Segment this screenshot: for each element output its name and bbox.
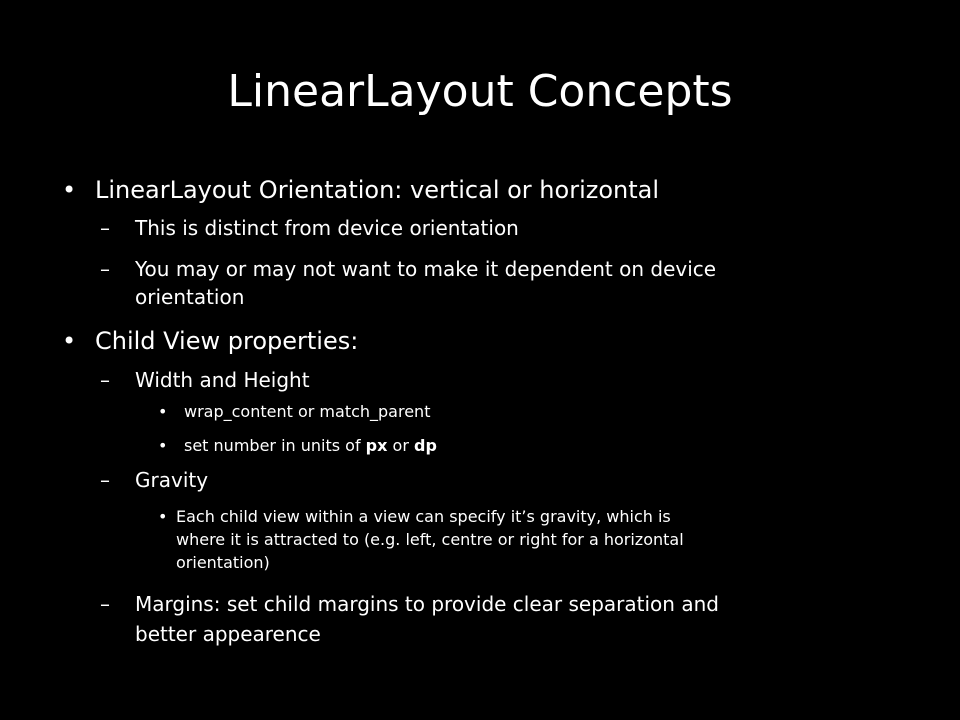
dash-marker: –: [100, 468, 110, 492]
item-set-number-text: set number in units of: [184, 436, 366, 455]
gravity-desc-line1: Each child view within a view can specify it’s gravity, which is: [176, 507, 671, 526]
sub-dependent-line1: You may or may not want to make it dependent on device: [135, 257, 717, 281]
sub-gravity: Gravity: [135, 468, 209, 492]
sub-distinct-orientation: This is distinct from device orientation: [135, 216, 519, 240]
dash-marker: –: [100, 592, 110, 616]
item-set-number-or: or: [387, 436, 414, 455]
unit-px: px: [365, 436, 388, 455]
unit-dp: dp: [414, 436, 437, 455]
bullet-marker: •: [62, 327, 77, 355]
slide-title: LinearLayout Concepts: [227, 66, 733, 117]
bullet-marker: •: [158, 436, 168, 455]
bullet-marker: •: [158, 402, 168, 421]
dash-marker: –: [100, 216, 110, 240]
bullet-orientation: LinearLayout Orientation: vertical or horizontal: [95, 176, 660, 204]
gravity-desc-line2: where it is attracted to (e.g. left, centre or right for a horizontal: [176, 530, 684, 549]
sub-width-height: Width and Height: [135, 368, 310, 392]
sub-margins-line1: Margins: set child margins to provide clear separation and: [135, 592, 719, 616]
dash-marker: –: [100, 257, 110, 281]
sub-dependent-line2: orientation: [135, 285, 245, 309]
bullet-marker: •: [158, 507, 168, 526]
item-wrap-content: wrap_content or match_parent: [184, 402, 431, 421]
bullet-marker: •: [62, 176, 77, 204]
bullet-child-view-properties: Child View properties:: [95, 327, 359, 355]
sub-margins-line2: better appearence: [135, 622, 321, 646]
item-set-number: [184, 436, 437, 456]
dash-marker: –: [100, 368, 110, 392]
gravity-desc-line3: orientation): [176, 553, 270, 572]
